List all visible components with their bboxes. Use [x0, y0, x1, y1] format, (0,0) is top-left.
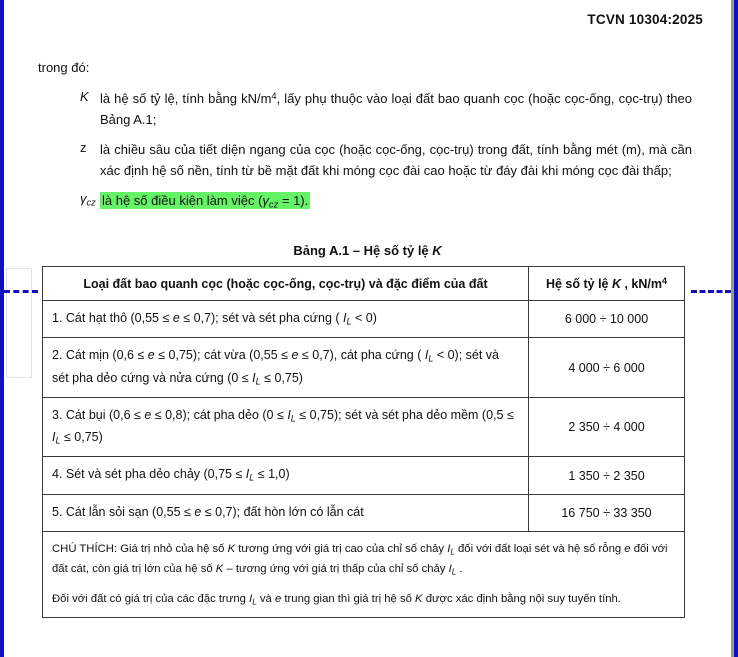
- table-note-row: [43, 531, 685, 618]
- table-header-row: [43, 267, 685, 301]
- page-frame-right-border: [734, 0, 738, 657]
- column-header-coefficient: Hệ số tỷ lệ K , $kN/m^4$: [529, 267, 685, 301]
- table-row: [43, 397, 685, 457]
- table-row: [43, 301, 685, 338]
- table-note-paragraph-2: Đối với đất có giá trị của các đặc trưng $I_L$ và e trung gian thì giá trị hệ số K được xác định bằng nội suy tuyến tính.: [52, 593, 621, 607]
- definition-text-z: là chiều sâu của tiết diện ngang của cọc (hoặc cọc-ống, cọc-trụ) trong đất, tính bằng mét (m), mà cần xác định hệ số nền, tính từ bề mặt đất khi móng cọc đài cao hoặc từ đáy đài khi móng cọc đài thấp;: [100, 142, 692, 179]
- highlight-marker: là hệ số điều kiện làm việc $(\gamma_{cz} = 1)$.: [102, 193, 309, 210]
- table-row: [43, 338, 685, 398]
- document-standard-code: TCVN 10304:2025: [587, 12, 703, 27]
- table-note-paragraph-1: CHÚ THÍCH: Giá trị nhỏ của hệ số K tương ứng với giá trị cao của chỉ số chảy $I_L$ đối với đất loại sét và hệ số rỗng e đối với đất cát, còn giá trị lớn của hệ số K – tương ứng với giá trị thấp của chỉ số chảy $I_L$ .: [52, 542, 668, 577]
- cell-coefficient-3: 2 350 ÷ 4 000: [529, 397, 685, 457]
- definition-symbol-z: z: [80, 140, 87, 156]
- cell-soil-type-3: 3. Cát bụi (0,6 ≤ e ≤ 0,8); cát pha dẻo $(0 \le I_L \le 0,75)$; sét và sét pha dẻo mềm $(0,5 \le I_L \le 0,75)$: [43, 397, 529, 457]
- cell-coefficient-1: 6 000 ÷ 10 000: [529, 301, 685, 338]
- coefficient-table: [42, 266, 685, 618]
- definition-symbol-gamma-cz: $\gamma_{cz}$: [80, 191, 96, 208]
- coefficient-table-wrapper: [42, 266, 684, 618]
- definition-item-K: [38, 88, 692, 130]
- definition-text-K: là hệ số tỷ lệ, tính bằng $kN/m^4$, lấy phụ thuộc vào loại đất bao quanh cọc (hoặc cọc-ống, cọc-trụ) theo Bảng A.1;: [100, 90, 692, 128]
- left-margin-overlay-box: [6, 268, 32, 378]
- table-row: [43, 494, 685, 531]
- column-header-soil-type: Loại đất bao quanh cọc (hoặc cọc-ống, cọc-trụ) và đặc điểm của đất: [43, 267, 529, 301]
- cell-soil-type-2: 2. Cát mịn (0,6 ≤ e ≤ 0,75); cát vừa (0,55 ≤ e ≤ 0,7), cát pha cứng ( $I_L < 0$); sét và sét pha dẻo cứng và nửa cứng $(0 \le I_L \le 0,75)$: [43, 338, 529, 398]
- table-caption: Bảng A.1 – Hệ số tỷ lệ K: [293, 243, 442, 258]
- definition-text-gamma-cz: [100, 190, 692, 213]
- cell-coefficient-2: 4 000 ÷ 6 000: [529, 338, 685, 398]
- definition-item-z: [38, 139, 692, 181]
- table-row: [43, 457, 685, 494]
- document-page: [4, 0, 731, 657]
- cell-soil-type-4: 4. Sét và sét pha dẻo chảy $(0,75 \le I_L \le 1,0)$: [43, 457, 529, 494]
- cell-coefficient-4: 1 350 ÷ 2 350: [529, 457, 685, 494]
- cell-soil-type-5: 5. Cát lẫn sỏi sạn (0,55 ≤ e ≤ 0,7); đất hòn lớn có lẫn cát: [43, 494, 529, 531]
- selection-guide-left: [4, 290, 38, 293]
- selection-guide-right: [691, 290, 731, 293]
- cell-soil-type-1: 1. Cát hạt thô (0,55 ≤ e ≤ 0,7); sét và sét pha cứng ( $I_L < 0$): [43, 301, 529, 338]
- definition-list: [38, 88, 692, 222]
- intro-label: trong đó:: [38, 60, 90, 75]
- page-frame-right-shadow: [731, 0, 734, 657]
- definition-symbol-K: K: [80, 89, 89, 104]
- cell-coefficient-5: 16 750 ÷ 33 350: [529, 494, 685, 531]
- table-note: [43, 531, 685, 618]
- definition-item-gamma-cz: [38, 190, 692, 213]
